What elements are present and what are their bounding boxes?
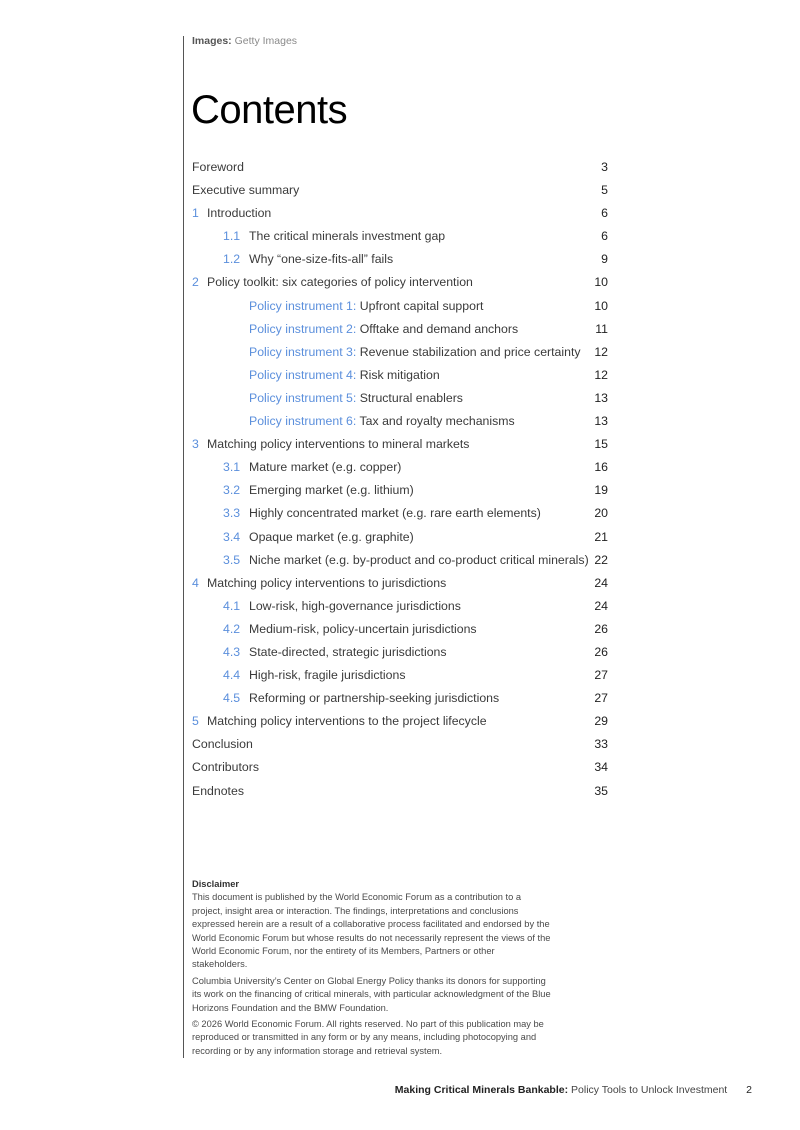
toc-entry-page: 16 [594, 460, 608, 475]
image-credit-label: Images: [192, 35, 232, 47]
toc-entry[interactable] [192, 572, 608, 595]
disclaimer-title: Disclaimer [192, 879, 240, 889]
toc-entry-label: Structural enablers [359, 390, 463, 405]
toc-entry[interactable] [192, 295, 608, 318]
toc-entry-label: Conclusion [192, 737, 253, 752]
toc-entry[interactable] [192, 156, 608, 179]
toc-entry-label: Risk mitigation [359, 367, 440, 382]
toc-entry-page: 10 [594, 275, 608, 290]
disclaimer [192, 878, 552, 1061]
toc-entry-page: 11 [595, 321, 608, 336]
toc-entry-number: 4.4 [223, 668, 241, 683]
toc-entry-label: State-directed, strategic jurisdictions [249, 644, 447, 659]
toc-entry[interactable] [192, 271, 608, 294]
toc-entry[interactable] [192, 526, 608, 549]
toc-entry-page: 9 [601, 252, 608, 267]
toc-entry-label: Matching policy interventions to the project lifecycle [207, 714, 487, 729]
toc-entry-page: 10 [594, 298, 608, 313]
toc-entry[interactable] [192, 341, 608, 364]
toc-entry-number: 1 [192, 206, 199, 221]
toc-entry-label: Mature market (e.g. copper) [249, 460, 402, 475]
toc-entry-number: 1.2 [223, 252, 241, 267]
disclaimer-paragraph: This document is published by the World Economic Forum as a contribution to a project, insight area or interaction. The findings, interpretations and conclusions expressed herein are a result of a collaborative process facilitated and endorsed by the World Economic Forum but whose results do not necessarily represent the views of the World Economic Forum, nor the entirety of its Members, Partners or other stakeholders. [192, 892, 551, 970]
toc-entry-page: 27 [594, 691, 608, 706]
image-credit-value: Getty Images [234, 35, 298, 47]
toc-entry[interactable] [192, 733, 608, 756]
toc-entry[interactable] [192, 687, 608, 710]
toc-entry-number: 3.3 [223, 506, 241, 521]
toc-entry-prefix: Policy instrument 3: [249, 344, 357, 359]
margin-rule [183, 36, 184, 1058]
toc-entry-page: 3 [601, 160, 608, 174]
toc-entry-page: 24 [594, 575, 608, 590]
toc-entry-number: 4.2 [223, 621, 241, 636]
toc-entry-page: 12 [594, 344, 608, 359]
table-of-contents [192, 156, 608, 803]
disclaimer-paragraph: Columbia University’s Center on Global Energy Policy thanks its donors for supporting its work on the financing of critical minerals, with particular acknowledgment of the Blue Horizons Foundation and the BMW Foundation. [192, 975, 551, 1013]
toc-entry[interactable] [192, 641, 608, 664]
toc-entry-label: Contributors [192, 760, 259, 775]
toc-entry-label: Reforming or partnership-seeking jurisdictions [249, 691, 500, 706]
toc-entry-label: Tax and royalty mechanisms [359, 414, 515, 429]
toc-entry-page: 6 [601, 206, 608, 221]
toc-entry-number: 3.2 [223, 483, 241, 498]
toc-entry[interactable] [192, 502, 608, 525]
toc-entry[interactable] [192, 179, 608, 202]
toc-entry-page: 26 [594, 621, 608, 636]
toc-entry-page: 20 [594, 506, 608, 521]
footer-title-rest: Policy Tools to Unlock Investment [571, 1084, 728, 1096]
toc-entry-label: Low-risk, high-governance jurisdictions [249, 598, 461, 613]
toc-entry-label: Foreword [192, 160, 244, 174]
toc-entry-label: High-risk, fragile jurisdictions [249, 668, 406, 683]
page-footer [395, 1084, 752, 1096]
image-credit [192, 35, 297, 47]
toc-entry-label: Matching policy interventions to mineral markets [207, 437, 470, 452]
toc-entry[interactable] [192, 479, 608, 502]
toc-entry[interactable] [192, 595, 608, 618]
toc-entry-page: 19 [594, 483, 608, 498]
toc-entry-page: 6 [601, 229, 608, 244]
toc-entry-page: 12 [594, 367, 608, 382]
toc-entry-number: 3 [192, 437, 199, 452]
footer-page-number: 2 [746, 1084, 752, 1096]
toc-entry-number: 4.1 [223, 598, 241, 613]
toc-entry[interactable] [192, 710, 608, 733]
toc-entry-label: Upfront capital support [359, 298, 484, 313]
toc-entry-page: 29 [594, 714, 608, 729]
toc-entry-page: 22 [594, 552, 608, 567]
toc-entry-prefix: Policy instrument 5: [249, 390, 357, 405]
toc-entry[interactable] [192, 756, 608, 779]
toc-entry[interactable] [192, 364, 608, 387]
toc-entry-label: The critical minerals investment gap [249, 229, 446, 244]
toc-entry-label: Highly concentrated market (e.g. rare earth elements) [249, 506, 541, 521]
toc-entry[interactable] [192, 387, 608, 410]
toc-entry-prefix: Policy instrument 6: [249, 414, 357, 429]
toc-entry-page: 34 [594, 760, 608, 775]
footer-title-bold: Making Critical Minerals Bankable: [394, 1084, 569, 1096]
toc-entry-label: Matching policy interventions to jurisdictions [207, 575, 447, 590]
toc-entry-label: Opaque market (e.g. graphite) [249, 529, 414, 544]
toc-entry-label: Emerging market (e.g. lithium) [249, 483, 414, 498]
toc-entry-prefix: Policy instrument 4: [249, 367, 357, 382]
toc-entry[interactable] [192, 318, 608, 341]
toc-entry-label: Why “one-size-fits-all” fails [249, 252, 394, 267]
disclaimer-paragraph: © 2026 World Economic Forum. All rights reserved. No part of this publication may be reproduced or transmitted in any form or by any means, including photocopying and recording or by any information storage and retrieval system. [192, 1019, 544, 1056]
toc-entry-label: Revenue stabilization and price certainty [359, 344, 581, 359]
toc-entry-page: 24 [594, 598, 608, 613]
toc-entry[interactable] [192, 780, 608, 803]
toc-entry-label: Introduction [207, 206, 272, 221]
toc-entry-page: 26 [594, 644, 608, 659]
toc-entry[interactable] [192, 225, 608, 248]
toc-entry-prefix: Policy instrument 2: [249, 321, 357, 336]
toc-entry[interactable] [192, 248, 608, 271]
toc-entry-number: 3.5 [223, 552, 241, 567]
toc-entry-page: 27 [594, 668, 608, 683]
toc-entry[interactable] [192, 433, 608, 456]
toc-entry-number: 1.1 [223, 229, 241, 244]
toc-entry[interactable] [192, 618, 608, 641]
toc-entry-label: Medium-risk, policy-uncertain jurisdictions [249, 621, 477, 636]
toc-entry-number: 3.1 [223, 460, 241, 475]
toc-entry-page: 13 [594, 414, 608, 429]
toc-entry-number: 3.4 [223, 529, 241, 544]
toc-entry[interactable] [192, 202, 608, 225]
toc-entry-number: 2 [192, 275, 199, 290]
toc-entry-page: 13 [594, 390, 608, 405]
toc-entry-label: Executive summary [192, 183, 300, 198]
toc-entry-number: 4.3 [223, 644, 241, 659]
toc-entry-page: 15 [594, 437, 608, 452]
toc-entry-label: Endnotes [192, 783, 244, 798]
toc-entry[interactable] [192, 456, 608, 479]
toc-entry-page: 5 [601, 183, 608, 198]
toc-entry-label: Offtake and demand anchors [359, 321, 519, 336]
toc-entry-page: 21 [594, 529, 608, 544]
toc-entry-page: 33 [594, 737, 608, 752]
toc-entry-label: Niche market (e.g. by-product and co-product critical minerals) [249, 552, 589, 567]
toc-entry-number: 4 [192, 575, 199, 590]
page-title: Contents [191, 88, 348, 132]
toc-entry[interactable] [192, 549, 608, 572]
toc-entry-label: Policy toolkit: six categories of policy intervention [207, 275, 473, 290]
toc-entry-prefix: Policy instrument 1: [249, 298, 357, 313]
toc-entry[interactable] [192, 410, 608, 433]
toc-entry-page: 35 [594, 783, 608, 798]
toc-entry[interactable] [192, 664, 608, 687]
toc-entry-number: 5 [192, 714, 199, 729]
toc-entry-number: 4.5 [223, 691, 241, 706]
